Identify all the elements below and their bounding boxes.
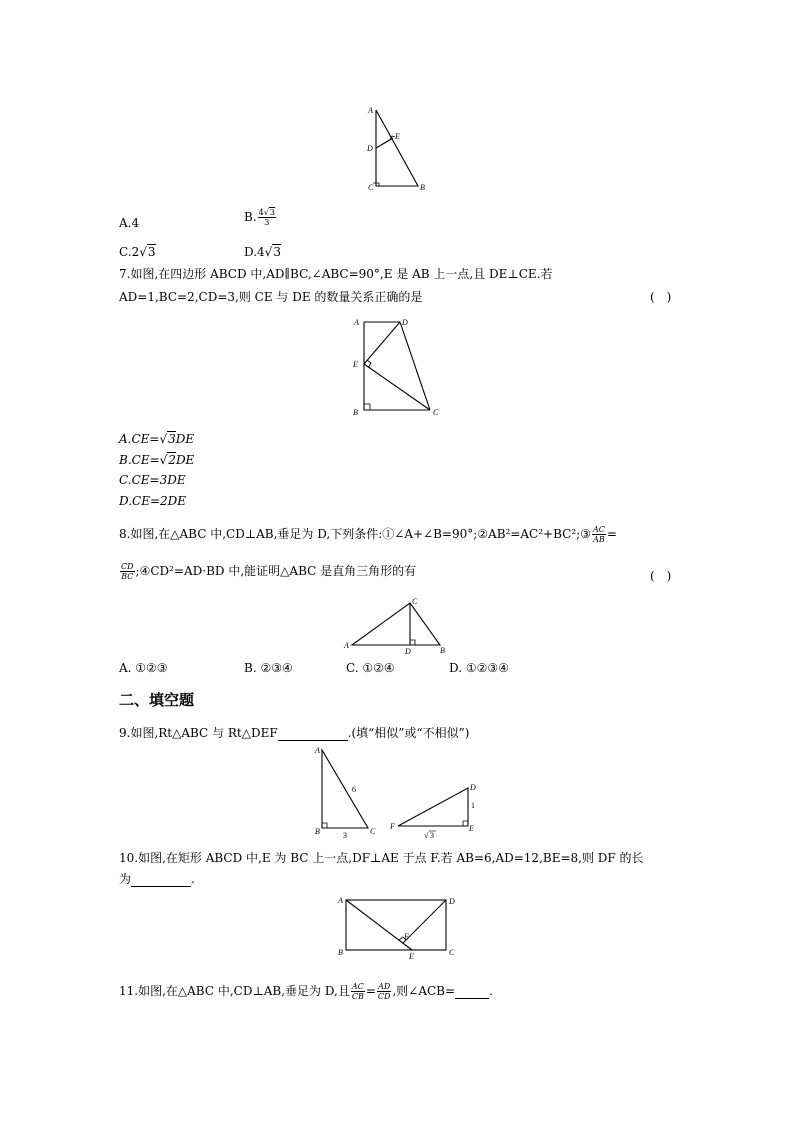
q9-length-ac: 6 xyxy=(352,785,356,794)
q6-option-b-prefix: B. xyxy=(244,210,257,224)
q10-label-f: F xyxy=(404,932,409,941)
q9-label-a: A xyxy=(315,746,320,755)
q7-label-e: E xyxy=(353,360,358,369)
q9-stem-prefix: 9.如图,Rt△ABC 与 Rt△DEF xyxy=(119,726,278,740)
q9-length-ef: 3 xyxy=(430,831,434,840)
q8-label-b: B xyxy=(440,646,445,655)
q7-option-b-rad: 2 xyxy=(168,453,176,467)
q9-triangle-abc xyxy=(322,750,368,828)
q7-figure xyxy=(346,314,446,420)
q11-frac2-den: CD xyxy=(377,992,391,1001)
q7-label-c: C xyxy=(433,408,439,417)
q7-option-a-rad: 3 xyxy=(168,432,176,446)
q11-frac-ac-cb xyxy=(351,982,365,1001)
q10-stem-line2-prefix: 为 xyxy=(119,872,132,886)
q11-stem-end: . xyxy=(489,984,493,998)
q7-answer-paren: ( ) xyxy=(650,290,672,304)
q10-label-c: C xyxy=(449,948,455,957)
q6-option-d-prefix: D.4 xyxy=(244,245,265,259)
q6-label-c: C xyxy=(368,183,374,192)
q8-equals: = xyxy=(606,527,617,541)
q11-stem xyxy=(119,982,493,1001)
q10-rectangle-abcd xyxy=(346,900,446,950)
q7-option-a: A.CE=√3DE xyxy=(119,432,195,446)
q6-option-c-prefix: C.2 xyxy=(119,245,140,259)
q8-stem-line2-text: ;④CD²=AD·BD 中,能证明△ABC 是直角三角形的有 xyxy=(135,564,417,578)
q6-option-d-rad: 3 xyxy=(273,245,281,259)
q9-label-b: B xyxy=(315,827,320,836)
q7-label-b: B xyxy=(353,408,358,417)
q6-option-c: C.2√3 xyxy=(119,245,156,259)
section-title-fill-in: 二、填空题 xyxy=(119,691,195,709)
q8-option-c: C. ①②④ xyxy=(346,661,395,675)
q7-option-b-prefix: B.CE= xyxy=(119,453,160,467)
q6-option-a: A.4 xyxy=(119,216,140,230)
q11-stem-suffix: ,则∠ACB= xyxy=(392,984,456,998)
q6-triangle-abc xyxy=(376,110,418,186)
q10-figure xyxy=(334,892,464,962)
q7-segment-ec xyxy=(364,364,430,410)
q10-stem-line1: 10.如图,在矩形 ABCD 中,E 为 BC 上一点,DF⊥AE 于点 F.若 AB=6,AD=12,BE=8,则 DF 的长 xyxy=(119,851,644,865)
q7-sides-ab-bc xyxy=(364,322,430,410)
q10-stem-line2 xyxy=(119,870,195,887)
q8-frac2-den: BC xyxy=(121,572,134,581)
q9-length-de: 1 xyxy=(471,801,475,810)
q8-frac-cd-bc xyxy=(120,562,135,581)
q7-option-b: B.CE=√2DE xyxy=(119,453,195,467)
q6-option-b-num: 4 xyxy=(258,208,264,217)
q6-option-c-rad: 3 xyxy=(147,245,156,259)
q8-frac1-den: AB xyxy=(593,535,605,544)
q6-figure xyxy=(360,102,440,194)
q10-label-e: E xyxy=(409,952,414,961)
q7-option-a-suffix: DE xyxy=(175,432,195,446)
q8-option-d: D. ①②③④ xyxy=(449,661,509,675)
q8-frac1-num: AC xyxy=(592,525,605,534)
q9-length-bc: 3 xyxy=(343,831,347,840)
q7-stem-line2: AD=1,BC=2,CD=3,则 CE 与 DE 的数量关系正确的是 xyxy=(119,290,423,304)
q6-option-b-frac: $\frac{4√3}{3}$ xyxy=(258,208,275,227)
q6-option-b-rad: 3 xyxy=(269,208,275,217)
q7-option-d: D.CE=2DE xyxy=(119,494,187,508)
q9-label-f: F xyxy=(390,822,395,831)
q8-option-b: B. ②③④ xyxy=(244,661,293,675)
q11-frac1-num: AC xyxy=(351,982,364,991)
q8-option-a: A. ①②③ xyxy=(119,661,168,675)
q11-frac1-den: CB xyxy=(351,992,364,1001)
q11-frac-ad-cd xyxy=(377,982,392,1001)
q8-label-c: C xyxy=(412,597,418,606)
q8-frac-ac-ab xyxy=(592,525,606,544)
q7-stem-line1: 7.如图,在四边形 ABCD 中,AD∥BC,∠ABC=90°,E 是 AB 上一点,且 DE⊥CE.若 xyxy=(119,267,553,281)
q7-label-d: D xyxy=(402,318,408,327)
q6-label-a: A xyxy=(368,106,373,115)
q10-label-a: A xyxy=(338,896,343,905)
q11-answer-blank[interactable] xyxy=(455,984,489,999)
q10-segment-ae xyxy=(346,900,412,950)
q9-label-c: C xyxy=(370,827,376,836)
q8-answer-paren: ( ) xyxy=(650,569,672,583)
q6-option-d: D.4√3 xyxy=(244,245,281,259)
q9-triangle-def xyxy=(398,788,468,826)
q7-label-a: A xyxy=(354,318,359,327)
q9-stem-suffix: .(填“相似”或“不相似”) xyxy=(347,726,470,740)
q6-label-e: E xyxy=(395,132,400,141)
q8-stem-line1-text: 8.如图,在△ABC 中,CD⊥AB,垂足为 D,下列条件:①∠A+∠B=90°;②AB²=AC²+BC²;③ xyxy=(119,527,591,541)
q10-label-d: D xyxy=(449,897,455,906)
q7-option-c: C.CE=3DE xyxy=(119,473,186,487)
q10-label-b: B xyxy=(338,948,343,957)
q8-figure xyxy=(340,595,456,657)
q6-label-d: D xyxy=(367,144,373,153)
q7-segment-ed xyxy=(364,322,400,364)
q9-answer-blank[interactable] xyxy=(278,726,348,741)
q7-option-b-suffix: DE xyxy=(175,453,195,467)
q9-label-d: D xyxy=(470,783,476,792)
q8-label-a: A xyxy=(344,641,349,650)
q11-stem-prefix: 11.如图,在△ABC 中,CD⊥AB,垂足为 D,且 xyxy=(119,984,350,998)
q10-stem-line2-suffix: . xyxy=(191,872,195,886)
q8-stem-line1 xyxy=(119,525,617,544)
q9-figure xyxy=(308,744,488,840)
q9-length-ef-radical: √ xyxy=(424,831,429,840)
q6-label-b: B xyxy=(420,183,425,192)
q8-triangle-abc xyxy=(352,603,440,645)
q6-option-b xyxy=(244,208,277,227)
q8-stem-line2 xyxy=(119,562,416,581)
q10-answer-blank[interactable] xyxy=(131,872,191,887)
q10-segment-df xyxy=(403,900,446,943)
q11-equals: = xyxy=(365,984,376,998)
q7-option-a-prefix: A.CE= xyxy=(119,432,160,446)
q11-frac2-num: AD xyxy=(378,982,391,991)
q6-option-b-den: 3 xyxy=(264,218,270,227)
q9-stem xyxy=(119,724,469,741)
q7-side-dc xyxy=(400,322,430,410)
q8-label-d: D xyxy=(405,647,411,656)
q8-frac2-num: CD xyxy=(121,562,134,571)
q9-label-e: E xyxy=(469,824,474,833)
